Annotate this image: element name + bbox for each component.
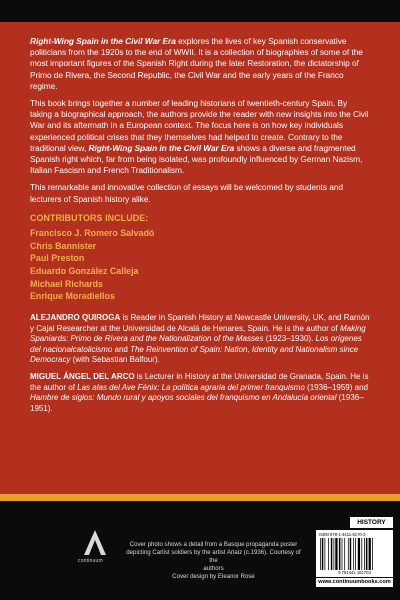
contributors-heading: CONTRIBUTORS INCLUDE: xyxy=(30,212,149,223)
contributors-list xyxy=(30,227,370,303)
book-title-inline: Right-Wing Spain in the Civil War Era xyxy=(88,142,235,153)
barcode-digits: 9 781441 181703 xyxy=(338,570,371,575)
contributor-name: Paul Preston xyxy=(30,253,85,264)
editor-name: MIGUEL ÁNGEL DEL ARCO xyxy=(30,372,135,382)
category-label: HISTORY xyxy=(350,517,393,528)
contributor-name: Michael Richards xyxy=(30,278,103,289)
editor-bio-quiroga: ALEJANDRO QUIROGA is Reader in Spanish History at Newcastle University, UK, and Ramón y Cajal Researcher at the Universidad de Alcalá de Henares, Spain. He is the author of Making Spaniards: Primo de Rivera and the Nationalization of the Masses (1923–1930). Los orígenes del nacionalcatolicismo and The Reinvention of Spain: Nation, Identity and Nationalism since Democracy (with Sebastian Balfour). xyxy=(30,313,370,365)
continuum-a-logo-icon xyxy=(82,528,108,558)
isbn-text: ISBN 978-1-4411-8170-3 xyxy=(319,532,366,537)
contributor-name: Enrique Moradiellos xyxy=(30,291,115,302)
top-black-band xyxy=(0,0,400,22)
barcode-icon xyxy=(319,538,390,570)
editor-name: ALEJANDRO QUIROGA xyxy=(30,313,121,323)
publisher-logo-label: continuum xyxy=(78,558,103,564)
publisher-url: www.continuumbooks.com xyxy=(316,578,393,587)
book-title-inline: Right-Wing Spain in the Civil War Era xyxy=(30,36,176,46)
barcode-box xyxy=(316,530,393,577)
blurb-paragraph-2: This book brings together a number of leading historians of twentieth-century Spain. By taking a biographical approach, the authors provide the reader with new insights into the Civil War and its aftermath in a European context. The focus here is on how key individuals experienced political crises that they themselves had helped to create. Contrary to the traditional view, Right-Wing Spain in the Civil War Era shows a diverse and fragmented Spanish right which, far from being isolated, was profoundly influenced by German Nazism, Italian Fascism and French Traditionalism. xyxy=(30,98,369,176)
editor-bio-del-arco: MIGUEL ÁNGEL DEL ARCO is Lecturer in History at the Universidad de Granada, Spain. He is the author of Las alas del Ave Fénix: La política agraria del primer franquismo (1936–1959) and Hambre de siglos: Mundo rural y apoyos sociales del franquismo en Andalucía oriental (1936–1951). xyxy=(30,372,369,413)
blurb-paragraph-1: Right-Wing Spain in the Civil War Era explores the lives of key Spanish conservative politicians from the 1920s to the end of WWII. It is a collection of biographies of some of the most important figures of the Spanish Right during the later Restoration, the dictatorship of Primo de Rivera, the Second Republic, the Civil War and the early years of the Franco regime. xyxy=(30,36,363,91)
cover-credit: Cover photo shows a detail from a Basque propaganda poster depicting Carlist soldiers by the artist Arlaiz (c.1936). Courtesy of the authors Cover design by Eleanor Rose xyxy=(126,541,301,580)
blurb-panel xyxy=(0,22,400,494)
contributor-name: Eduardo González Calleja xyxy=(30,265,139,276)
contributor-name: Francisco J. Romero Salvadó xyxy=(30,227,155,238)
contributor-name: Chris Bannister xyxy=(30,240,97,251)
blurb-paragraph-3: This remarkable and innovative collection of essays will be welcomed by students and lecturers of Spanish history alike. xyxy=(30,182,344,204)
orange-stripe xyxy=(0,494,400,501)
